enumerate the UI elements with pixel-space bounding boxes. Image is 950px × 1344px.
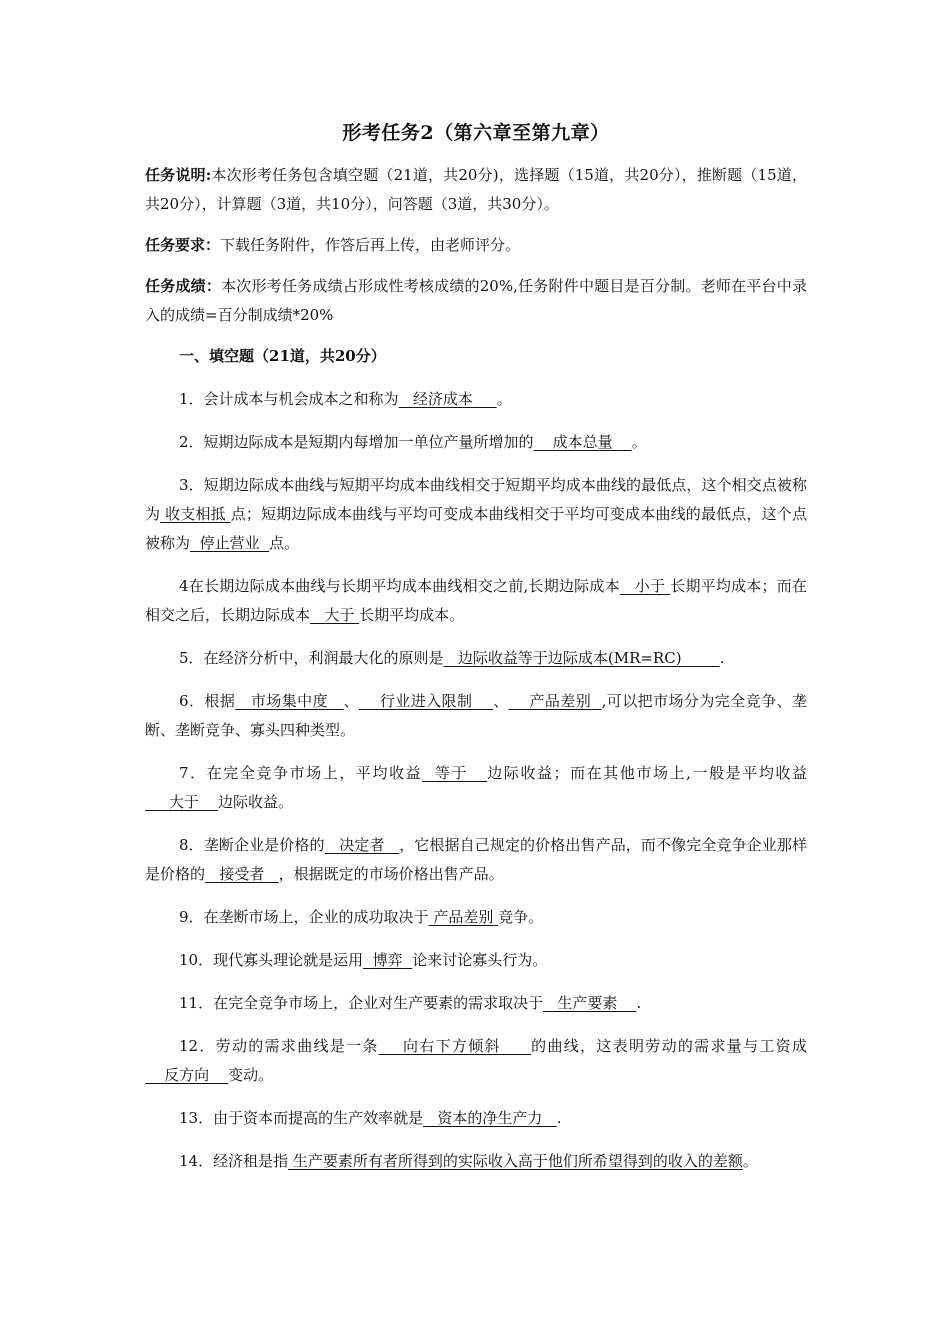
question-12 [145, 1032, 807, 1090]
question-13 [145, 1104, 807, 1133]
question-8 [145, 831, 807, 889]
answer-blank: 小于 [634, 577, 666, 595]
answer-blank: 产品差别 [529, 692, 592, 710]
question-3 [145, 471, 807, 558]
question-text: 点；短期边际成本曲线与平均可变成本曲线相交于平均可变成本曲线的最低点，这个点被称为 [145, 505, 807, 552]
question-text: 14．经济租是指 [179, 1152, 289, 1170]
question-text: ,可以把市场分为完全竞争、垄断、垄断竞争、寡头四种类型。 [145, 692, 807, 739]
question-text: 10．现代寡头理论就是运用 [179, 951, 364, 969]
question-text: 长期平均成本。 [359, 606, 465, 624]
question-text: 边际收益。 [217, 793, 293, 811]
answer-blank: 向右下方倾斜 [402, 1037, 501, 1055]
task-requirement-label: 任务要求： [145, 236, 221, 254]
question-9 [145, 903, 807, 932]
question-text: 8．垄断企业是价格的 [179, 836, 325, 854]
answer-blank: 博弈 [372, 951, 403, 969]
task-requirement-text: 下载任务附件，作答后再上传，由老师评分。 [220, 236, 521, 254]
answer-blank: 停止营业 [199, 534, 260, 552]
question-text: 3．短期边际成本曲线与短期平均成本曲线相交于短期平均成本曲线的最低点，这个相交点被称为 [145, 476, 807, 523]
document-content [145, 118, 807, 1190]
task-description-text: 本次形考任务包含填空题（21道，共20分)，选择题（15道，共20分），推断题（15道，共20分），计算题（3道，共10分），问答题（3道，共30分）。 [145, 166, 807, 213]
question-2 [145, 428, 807, 457]
task-score-label: 任务成绩： [145, 277, 222, 295]
answer-blank: 成本总量 [552, 433, 613, 451]
answer-blank: 反方向 [164, 1066, 210, 1084]
question-6 [145, 687, 807, 745]
question-text: 、 [343, 692, 360, 710]
answer-blank: 等于 [434, 764, 469, 782]
question-text: 5．在经济分析中，利润最大化的原则是 [179, 649, 444, 667]
question-text: 11．在完全竞争市场上，企业对生产要素的需求取决于 [179, 994, 544, 1012]
question-text: . [636, 994, 642, 1012]
answer-blank: 生产要素 [557, 994, 618, 1012]
question-text: 13．由于资本而提高的生产效率就是 [179, 1109, 424, 1127]
question-text: 边际收益；而在其他市场上,一般是平均收益 [487, 764, 807, 782]
question-7 [145, 759, 807, 817]
question-text: 论来讨论寡头行为。 [412, 951, 548, 969]
answer-blank: 经济成本 [412, 390, 473, 408]
task-description-label: 任务说明: [145, 166, 212, 184]
task-score-text: 本次形考任务成绩占形成性考核成绩的20%,任务附件中题目是百分制。老师在平台中录入的成绩=百分制成绩*20% [145, 277, 807, 324]
question-4 [145, 572, 807, 630]
question-text: 长期平均成本；而在相交之后，长期边际成本 [145, 577, 807, 624]
question-text: 。 [631, 433, 647, 451]
question-text: 6．根据 [179, 692, 236, 710]
question-text: . [719, 649, 725, 667]
question-text: 竞争。 [498, 908, 544, 926]
question-text: 9．在垄断市场上，企业的成功取决于 [179, 908, 429, 926]
question-10 [145, 946, 807, 975]
question-5 [145, 644, 807, 673]
answer-blank: 大于 [168, 793, 199, 811]
answer-blank: 资本的净生产力 [437, 1109, 543, 1127]
question-text: 点。 [269, 534, 300, 552]
question-text: 4在长期边际成本曲线与长期平均成本曲线相交之前,长期边际成本 [179, 577, 620, 595]
answer-blank: 市场集中度 [250, 692, 329, 710]
task-score [145, 272, 807, 330]
question-text: 2．短期边际成本是短期内每增加一单位产量所增加的 [179, 433, 534, 451]
answer-blank: 收支相抵 [165, 505, 226, 523]
answer-blank: 行业进入限制 [379, 692, 473, 710]
question-14 [145, 1147, 807, 1176]
question-text: 、 [493, 692, 509, 710]
answer-blank: 大于 [324, 606, 355, 624]
answer-blank: 生产要素所有者所得到的实际收入高于他们所希望得到的收入的差额 [292, 1152, 743, 1170]
question-text: 。 [742, 1152, 758, 1170]
question-11 [145, 989, 807, 1018]
answer-blank: 决定者 [339, 836, 385, 854]
question-text: . [556, 1109, 562, 1127]
question-text: 12．劳动的需求曲线是一条 [179, 1037, 379, 1055]
question-text: 变动。 [228, 1066, 274, 1084]
task-requirement [145, 231, 807, 260]
answer-blank: 边际收益等于边际成本(MR=RC) [457, 649, 682, 667]
page-title: 形考任务2（第六章至第九章） [342, 122, 610, 144]
question-text: 7．在完全竞争市场上，平均收益 [179, 764, 423, 782]
question-text: ，它根据自己规定的价格出售产品，而不像完全竞争企业那样是价格的 [145, 836, 807, 883]
question-text: ，根据既定的市场价格出售产品。 [278, 865, 504, 883]
question-text: 1．会计成本与机会成本之和称为 [179, 390, 399, 408]
answer-blank: 接受者 [219, 865, 265, 883]
question-text: 的曲线，这表明劳动的需求量与工资成 [531, 1037, 807, 1055]
question-1 [145, 385, 807, 414]
answer-blank: 产品差别 [433, 908, 494, 926]
section-title-fill-blank: 一、填空题（21道，共20分） [179, 347, 386, 365]
question-text: 。 [496, 390, 512, 408]
task-description [145, 161, 807, 219]
